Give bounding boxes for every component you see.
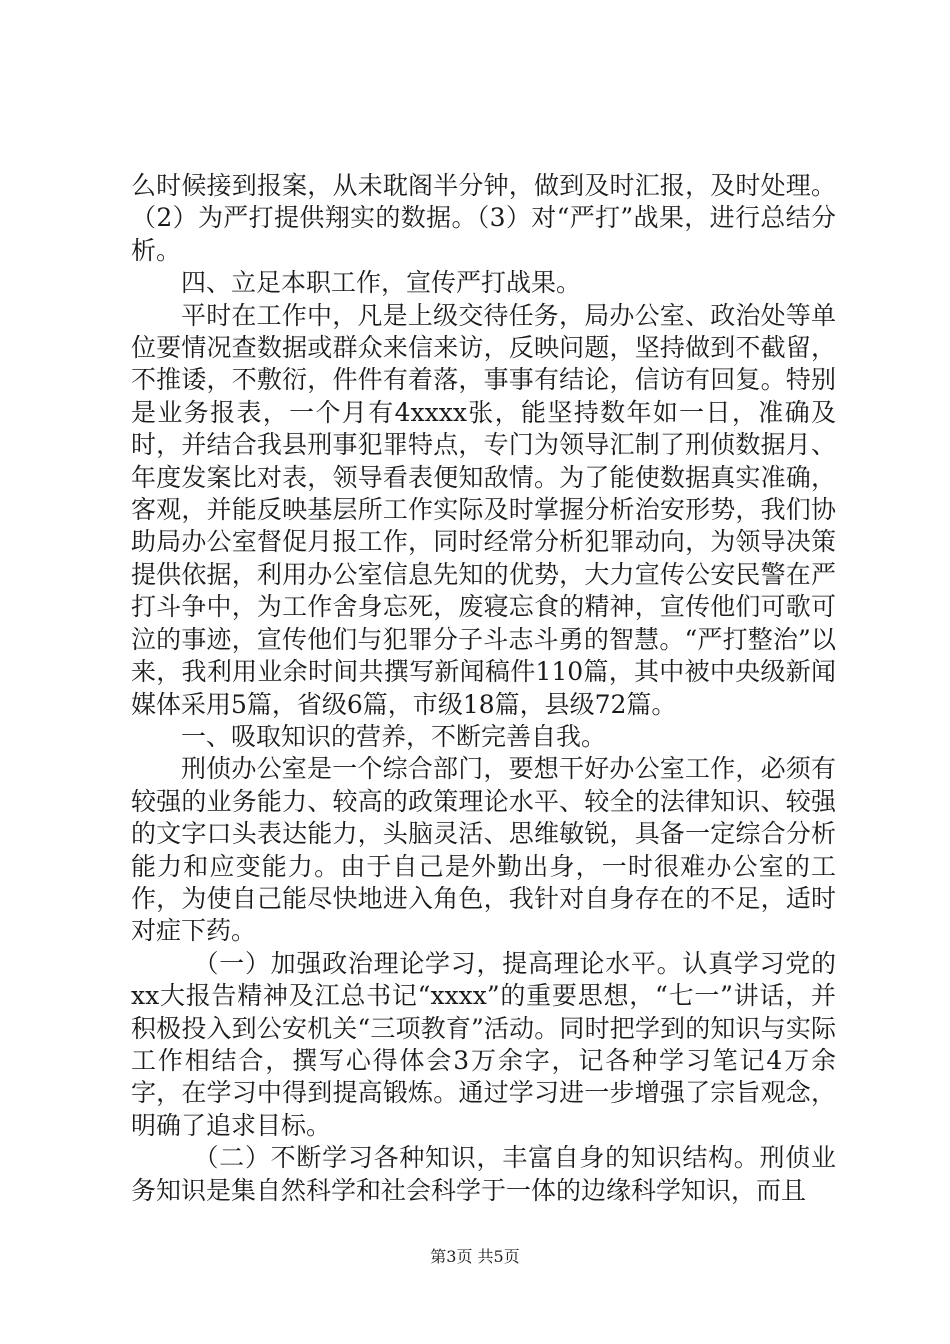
- section-heading-4: 四、立足本职工作，宣传严打战果。: [181, 268, 582, 298]
- paragraph-1: 么时候接到报案，从未耽阁半分钟，做到及时汇报，及时处理。（2）为严打提供翔实的数据。（3）对“严打”战果，进行总结分析。: [131, 171, 836, 265]
- subsection-2: （二）不断学习各种知识，丰富自身的知识结构。刑侦业务知识是集自然科学和社会科学于一体的边缘科学知识，而且: [131, 1143, 836, 1205]
- page-number-footer: 第3页 共5页: [430, 1247, 520, 1266]
- subsection-1: （一）加强政治理论学习，提高理论水平。认真学习党的xx大报告精神及江总书记“xxxx”的重要思想，“七一”讲话，并积极投入到公安机关“三项教育”活动。同时把学到的知识与实际工作相结合，撰写心得体会3万余字，记各种学习笔记4万余字，在学习中得到提高锻炼。通过学习进一步增强了宗旨观念，明确了追求目标。: [131, 948, 836, 1140]
- document-body: [131, 170, 836, 1207]
- section-heading-1: 一、吸取知识的营养，不断完善自我。: [181, 721, 607, 751]
- paragraph-3: 刑侦办公室是一个综合部门，要想干好办公室工作，必须有较强的业务能力、较高的政策理论水平、较全的法律知识、较强的文字口头表达能力，头脑灵活、思维敏锐，具备一定综合分析能力和应变能力。由于自己是外勤出身，一时很难办公室的工作，为使自己能尽快地进入角色，我针对自身存在的不足，适时对症下药。: [131, 754, 836, 946]
- paragraph-2: 平时在工作中，凡是上级交待任务，局办公室、政治处等单位要情况查数据或群众来信来访，反映问题，坚持做到不截留，不推诿，不敷衍，件件有着落，事事有结论，信访有回复。特别是业务报表，一个月有4xxxx张，能坚持数年如一日，准确及时，并结合我县刑事犯罪特点，专门为领导汇制了刑侦数据月、年度发案比对表，领导看表便知敌情。为了能使数据真实准确，客观，并能反映基层所工作实际及时掌握分析治安形势，我们协助局办公室督促月报工作，同时经常分析犯罪动向，为领导决策提供依据，利用办公室信息先知的优势，大力宣传公安民警在严打斗争中，为工作舍身忘死，废寝忘食的精神，宣传他们可歌可泣的事迹，宣传他们与犯罪分子斗志斗勇的智慧。“严打整治”以来，我利用业余时间共撰写新闻稿件110篇，其中被中央级新闻媒体采用5篇，省级6篇，市级18篇，县级72篇。: [131, 300, 836, 719]
